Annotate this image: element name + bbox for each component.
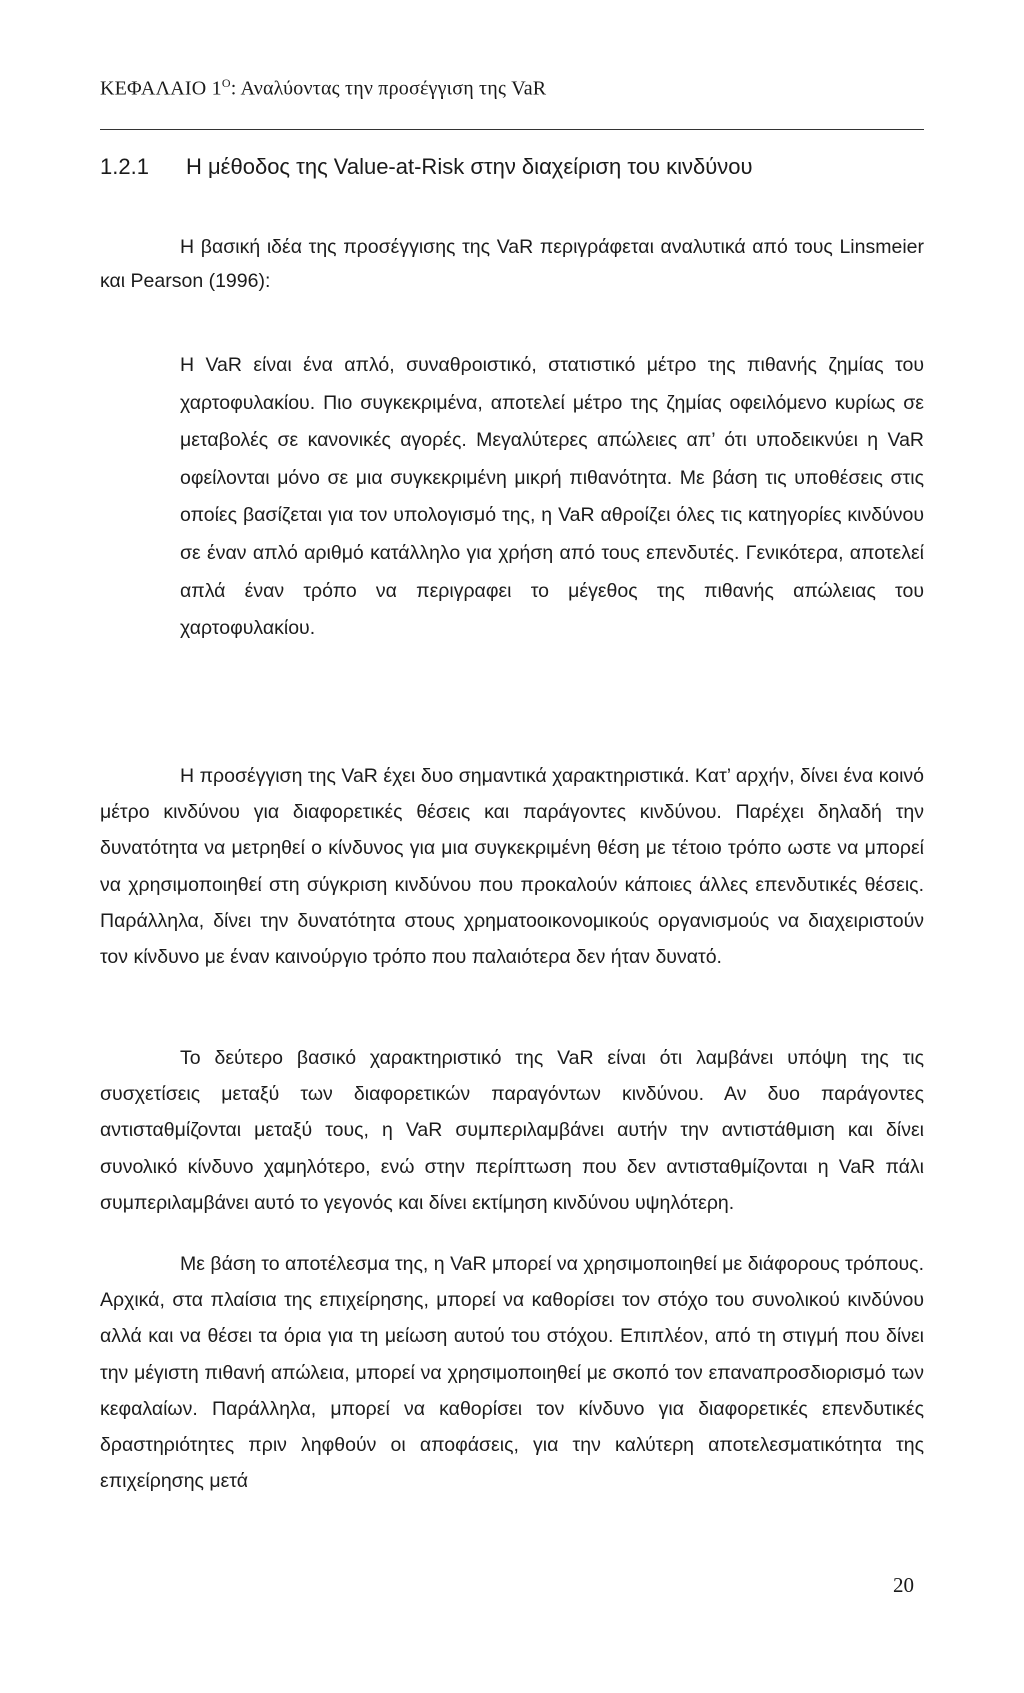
body-paragraph-1: Η προσέγγιση της VaR έχει δυο σημαντικά χαρακτηριστικά. Κατ’ αρχήν, δίνει ένα κοινό μέτρο κινδύνου για διαφορετικές θέσεις και παράγοντες κινδύνου. Παρέχει δηλαδή την δυνατότητα να μετρηθεί ο κίνδυνος για μια συγκεκριμένη θέση με τέτοιο τρόπο ωστε να μπορεί να χρησιμοποιηθεί στη σύγκριση κινδύνου που προκαλούν κάποιες άλλες επενδυτικές θέσεις. Παράλληλα, δίνει την δυνατότητα στους χρηματοοικονομικούς οργανισμούς να διαχειριστούν τον κίνδυνο με έναν καινούργιο τρόπο που παλαιότερα δεν ήταν δυνατό. — [100, 765, 924, 969]
block-quote: Η VaR είναι ένα απλό, συναθροιστικό, στατιστικό μέτρο της πιθανής ζημίας του χαρτοφυλακίου. Πιο συγκεκριμένα, αποτελεί μέτρο της ζημίας οφειλόμενο κυρίως σε μεταβολές σε κανονικές αγορές. Μεγαλύτερες απώλειες απ’ ότι υποδεικνύει η VaR οφείλονται μόνο σε μια συγκεκριμένη μικρή πιθανότητα. Με βάση τις υποθέσεις στις οποίες βασίζεται για τον υπολογισμό της, η VaR αθροίζει όλες τις κατηγορίες κινδύνου σε έναν απλό αριθμό κατάλληλο για χρήση από τους επενδυτές. Γενικότερα, αποτελεί απλά έναν τρόπο να περιγραφει το μέγεθος της πιθανής απώλειας του χαρτοφυλακίου. — [180, 354, 924, 640]
running-header — [100, 76, 546, 101]
page-number: 20 — [893, 1573, 914, 1597]
chapter-title: : Αναλύοντας την προσέγγιση της VaR — [230, 77, 547, 100]
chapter-superscript: Ο — [221, 76, 231, 90]
section-title: Η μέθοδος της Value-at-Risk στην διαχείριση του κινδύνου — [186, 154, 753, 179]
chapter-label: ΚΕΦΑΛΑΙΟ 1 — [100, 77, 222, 100]
body-paragraph-3: Με βάση το αποτέλεσμα της, η VaR μπορεί να χρησιμοποιηθεί με διάφορους τρόπους. Αρχικά, στα πλαίσια της επιχείρησης, μπορεί να καθορίσει τον στόχο του συνολικού κινδύνου αλλά και να θέσει τα όρια για τη μείωση αυτού του στόχου. Επιπλέον, από τη στιγμή που δίνει την μέγιστη πιθανή απώλεια, μπορεί να χρησιμοποιηθεί με σκοπό τον επαναπροσδιορισμό των κεφαλαίων. Παράλληλα, μπορεί να καθορίσει τον κίνδυνο για διαφορετικές επενδυτικές δραστηριότητες πριν ληφθούν οι αποφάσεις, για την καλύτερη αποτελεσματικότητα της επιχείρησης μετά — [100, 1253, 924, 1493]
intro-paragraph: Η βασική ιδέα της προσέγγισης της VaR περιγράφεται αναλυτικά από τους Linsmeier και Pearson (1996): — [100, 236, 924, 292]
section-heading — [100, 154, 753, 180]
header-divider — [100, 129, 924, 130]
section-number: 1.2.1 — [100, 154, 149, 179]
body-paragraph-2: Το δεύτερο βασικό χαρακτηριστικό της VaR είναι ότι λαμβάνει υπόψη της τις συσχετίσεις μεταξύ των διαφορετικών παραγόντων κινδύνου. Αν δυο παράγοντες αντισταθμίζονται μεταξύ τους, η VaR συμπεριλαμβάνει αυτήν την αντιστάθμιση και δίνει συνολικό κίνδυνο χαμηλότερο, ενώ στην περίπτωση που δεν αντισταθμίζονται η VaR πάλι συμπεριλαμβάνει αυτό το γεγονός και δίνει εκτίμηση κινδύνου υψηλότερη. — [100, 1047, 924, 1214]
